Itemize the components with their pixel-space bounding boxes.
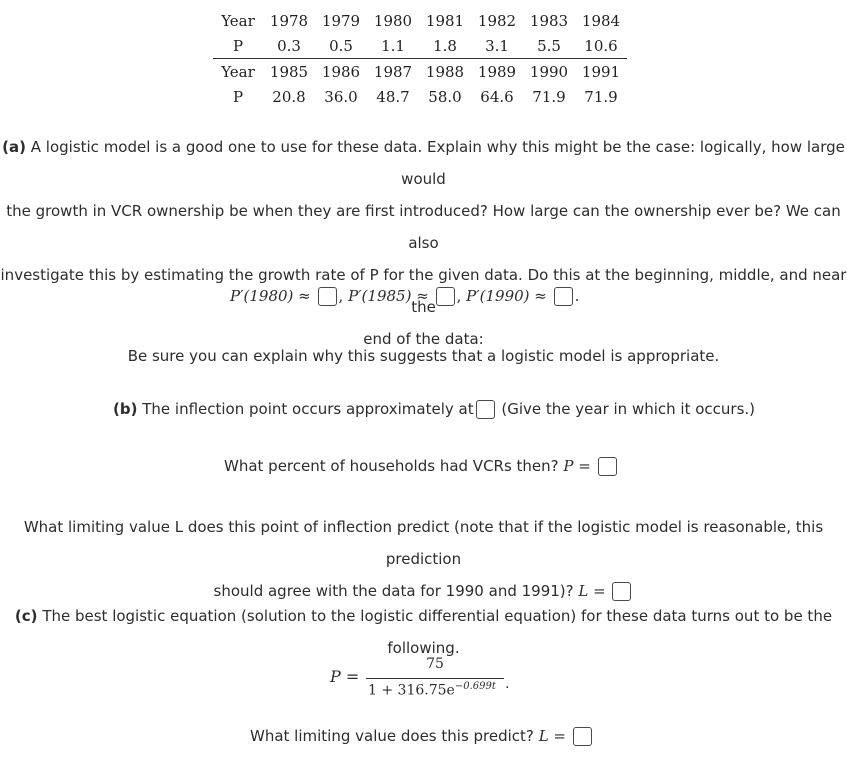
table-cell: 1986: [321, 62, 361, 81]
table-cell: 1.8: [419, 33, 471, 59]
table-cell: 1980: [373, 11, 413, 30]
part-a-line: the growth in VCR ownership be when they are first introduced? How large can the ownership ever be? We can also: [6, 202, 841, 252]
table-cell: 10.6: [575, 33, 627, 59]
part-a-line: investigate this by estimating the growth rate of P for the given data. Do this at the beginning, middle, and near the: [0, 266, 847, 316]
part-c-text: The best logistic equation (solution to the logistic differential equation) for these data turns out to be the following.: [42, 607, 833, 657]
table-cell: 0.5: [315, 33, 367, 59]
table-cell: 1985: [269, 62, 309, 81]
part-c-paragraph: [0, 600, 847, 664]
answer-box-p-prime-1985[interactable]: [436, 287, 455, 306]
answer-box-limit-b[interactable]: [612, 582, 631, 601]
table-cell: 58.0: [428, 87, 462, 106]
answer-box-limit-c[interactable]: [573, 727, 592, 746]
table-cell: 1982: [477, 11, 517, 30]
part-a-label: (a): [2, 138, 26, 156]
table-cell: 1984: [581, 11, 621, 30]
table-cell: 5.5: [523, 33, 575, 59]
table-cell: 1987: [373, 62, 413, 81]
answer-box-p-prime-1980[interactable]: [318, 287, 337, 306]
table-row-label: Year: [221, 62, 255, 81]
fraction-bar: [366, 678, 504, 679]
table-row-label: P: [232, 87, 244, 106]
table-cell: 64.6: [480, 87, 514, 106]
derivative-estimates-line: [230, 287, 579, 306]
part-b-label: (b): [113, 400, 138, 418]
derivative-label-1985: P′(1985) ≈: [348, 287, 429, 305]
percent-question: What percent of households had VCRs then?: [224, 457, 559, 475]
derivative-label-1980: P′(1980) ≈: [230, 287, 311, 305]
equation-denominator: [368, 681, 496, 699]
table-row: [213, 59, 627, 85]
exponent: −0.699t: [454, 681, 496, 692]
table-cell: 1979: [321, 11, 361, 30]
p-equals: P =: [563, 457, 591, 475]
l-equals: L =: [538, 727, 566, 745]
table-cell: 48.7: [376, 87, 410, 106]
table-row-label: Year: [221, 11, 255, 30]
table-cell: 1991: [581, 62, 621, 81]
comma: ,: [456, 287, 462, 305]
limit-question-line: What limiting value L does this point of inflection predict (note that if the logistic model is reasonable, this prediction: [23, 518, 824, 568]
table-cell: 1978: [269, 11, 309, 30]
table-row: [213, 84, 627, 109]
part-a-text: A logistic model is a good one to use for these data. Explain why this might be the case: logically, how large would: [30, 138, 845, 188]
part-a-line: end of the data:: [363, 330, 484, 348]
part-c-label: (c): [14, 607, 38, 625]
table-cell: 1.1: [367, 33, 419, 59]
table-cell: 20.8: [272, 87, 306, 106]
percent-question-line: [224, 457, 619, 476]
limit-question-text: should agree with the data for 1990 and 1991)?: [213, 582, 574, 600]
table-cell: 0.3: [263, 33, 315, 59]
explain-note: Be sure you can explain why this suggests that a logistic model is appropriate.: [127, 347, 720, 365]
answer-box-p-prime-1990[interactable]: [554, 287, 573, 306]
inflection-text: The inflection point occurs approximately at: [142, 400, 474, 418]
table-cell: 1990: [529, 62, 569, 81]
part-a-paragraph: [0, 131, 847, 355]
equation-p-equals: [330, 667, 359, 686]
answer-box-inflection-year[interactable]: [476, 400, 495, 419]
final-limit-line: [250, 727, 594, 746]
comma: ,: [338, 287, 344, 305]
inflection-point-line: [113, 400, 755, 419]
table-cell: 3.1: [471, 33, 523, 59]
equation-numerator: 75: [426, 656, 444, 672]
table-cell: 1988: [425, 62, 465, 81]
denominator-text: 1 + 316.75e: [368, 682, 455, 699]
table-cell: 1989: [477, 62, 517, 81]
table-cell: 1983: [529, 11, 569, 30]
final-limit-question: What limiting value does this predict?: [250, 727, 534, 745]
period: .: [574, 287, 580, 305]
table-row-label: P: [213, 33, 263, 59]
inflection-hint: (Give the year in which it occurs.): [501, 400, 756, 418]
answer-box-percent[interactable]: [598, 457, 617, 476]
table-cell: 36.0: [324, 87, 358, 106]
table-row: [213, 8, 627, 33]
derivative-label-1990: P′(1990) ≈: [466, 287, 547, 305]
equation-lhs: P =: [330, 667, 360, 686]
data-table: [213, 8, 627, 109]
l-equals: L =: [578, 582, 606, 600]
table-row: [213, 33, 627, 59]
limit-question-paragraph: [0, 511, 847, 607]
table-cell: 1981: [425, 11, 465, 30]
table-cell: 71.9: [584, 87, 618, 106]
equation-period: .: [505, 676, 510, 692]
part-a-line: [0, 131, 847, 195]
table-cell: 71.9: [532, 87, 566, 106]
